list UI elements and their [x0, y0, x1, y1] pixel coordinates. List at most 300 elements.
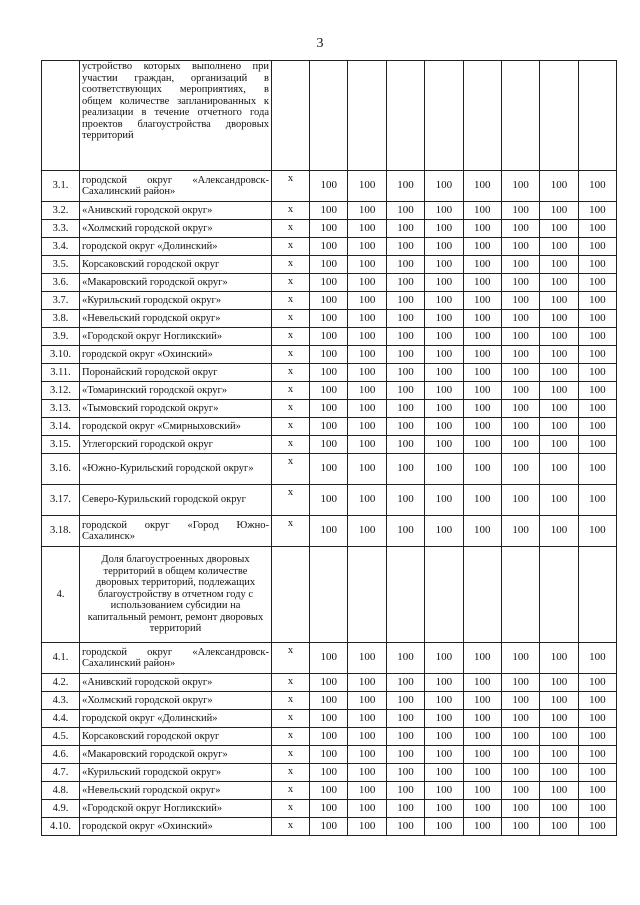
value-cell: 100 — [540, 516, 578, 547]
value-cell: 100 — [348, 400, 386, 418]
row-number: 4.4. — [42, 710, 80, 728]
value-cell: 100 — [348, 818, 386, 836]
value-cell: 100 — [501, 292, 539, 310]
row-number: 4.1. — [42, 643, 80, 674]
x-cell: x — [272, 818, 310, 836]
value-cell: 100 — [348, 728, 386, 746]
value-cell: 100 — [463, 274, 501, 292]
value-cell: 100 — [386, 454, 424, 485]
value-cell: 100 — [578, 171, 616, 202]
row-number: 3.9. — [42, 328, 80, 346]
municipality-name: «Холмский городской округ» — [80, 692, 272, 710]
value-cell: 100 — [540, 310, 578, 328]
x-cell: x — [272, 171, 310, 202]
value-cell: 100 — [386, 728, 424, 746]
value-cell: 100 — [425, 238, 463, 256]
value-cell: 100 — [425, 364, 463, 382]
value-cell: 100 — [425, 818, 463, 836]
value-cell: 100 — [386, 692, 424, 710]
value-cell: 100 — [463, 643, 501, 674]
table-row — [42, 274, 617, 292]
x-cell: x — [272, 746, 310, 764]
value-cell: 100 — [425, 516, 463, 547]
value-cell — [540, 61, 578, 171]
value-cell: 100 — [348, 692, 386, 710]
value-cell: 100 — [425, 643, 463, 674]
value-cell: 100 — [348, 346, 386, 364]
value-cell: 100 — [348, 782, 386, 800]
value-cell: 100 — [310, 485, 348, 516]
value-cell: 100 — [425, 202, 463, 220]
value-cell: 100 — [463, 202, 501, 220]
value-cell: 100 — [386, 418, 424, 436]
value-cell: 100 — [463, 516, 501, 547]
row-number: 4.5. — [42, 728, 80, 746]
value-cell: 100 — [348, 382, 386, 400]
x-cell: x — [272, 382, 310, 400]
value-cell: 100 — [425, 328, 463, 346]
value-cell: 100 — [386, 818, 424, 836]
value-cell: 100 — [386, 800, 424, 818]
value-cell: 100 — [463, 418, 501, 436]
value-cell: 100 — [463, 382, 501, 400]
value-cell: 100 — [425, 728, 463, 746]
value-cell: 100 — [501, 782, 539, 800]
value-cell: 100 — [540, 818, 578, 836]
value-cell: 100 — [540, 364, 578, 382]
value-cell: 100 — [425, 764, 463, 782]
value-cell: 100 — [463, 728, 501, 746]
value-cell: 100 — [425, 171, 463, 202]
value-cell: 100 — [540, 800, 578, 818]
value-cell: 100 — [578, 256, 616, 274]
x-cell: x — [272, 643, 310, 674]
value-cell: 100 — [540, 454, 578, 485]
table-row — [42, 674, 617, 692]
value-cell: 100 — [310, 674, 348, 692]
value-cell: 100 — [540, 171, 578, 202]
value-cell: 100 — [310, 800, 348, 818]
value-cell: 100 — [386, 643, 424, 674]
value-cell: 100 — [501, 400, 539, 418]
municipality-name: городской округ «Охинский» — [80, 818, 272, 836]
value-cell — [386, 547, 424, 643]
table-row — [42, 400, 617, 418]
value-cell: 100 — [386, 485, 424, 516]
value-cell: 100 — [348, 202, 386, 220]
table-row — [42, 346, 617, 364]
municipality-name: Углегорский городской округ — [80, 436, 272, 454]
value-cell: 100 — [463, 364, 501, 382]
value-cell — [540, 547, 578, 643]
table-row — [42, 256, 617, 274]
value-cell: 100 — [501, 516, 539, 547]
row-number: 3.10. — [42, 346, 80, 364]
row-number: 4.10. — [42, 818, 80, 836]
value-cell: 100 — [540, 710, 578, 728]
table-row — [42, 454, 617, 485]
value-cell: 100 — [348, 710, 386, 728]
value-cell: 100 — [463, 238, 501, 256]
value-cell: 100 — [310, 710, 348, 728]
value-cell — [578, 61, 616, 171]
x-cell: x — [272, 364, 310, 382]
value-cell: 100 — [501, 674, 539, 692]
table-row — [42, 382, 617, 400]
indicator-description: устройство которых выполнено при участии граждан, организаций в соответствующих мероприятиях, в общем количестве запланированных к реализации в течение отчетного года проектов благоустройства дворовых территорий — [80, 61, 272, 171]
value-cell: 100 — [310, 202, 348, 220]
value-cell — [463, 61, 501, 171]
value-cell: 100 — [425, 292, 463, 310]
value-cell: 100 — [425, 692, 463, 710]
value-cell: 100 — [501, 692, 539, 710]
value-cell: 100 — [578, 238, 616, 256]
municipality-name: «Тымовский городской округ» — [80, 400, 272, 418]
x-cell: x — [272, 800, 310, 818]
indicator-description: Доля благоустроенных дворовых территорий в общем количестве дворовых территорий, подлежащих благоустройству в отчетном году с использованием субсидии на капитальный ремонт, ремонт дворовых территорий — [80, 547, 272, 643]
value-cell: 100 — [310, 292, 348, 310]
x-cell: x — [272, 418, 310, 436]
municipality-name: Корсаковский городской округ — [80, 728, 272, 746]
value-cell: 100 — [501, 418, 539, 436]
value-cell: 100 — [578, 728, 616, 746]
table-row — [42, 710, 617, 728]
value-cell: 100 — [501, 310, 539, 328]
value-cell: 100 — [540, 274, 578, 292]
value-cell: 100 — [463, 485, 501, 516]
value-cell: 100 — [386, 364, 424, 382]
row-number: 3.14. — [42, 418, 80, 436]
value-cell: 100 — [540, 418, 578, 436]
value-cell: 100 — [386, 746, 424, 764]
value-cell: 100 — [540, 328, 578, 346]
value-cell: 100 — [425, 782, 463, 800]
row-number: 3.7. — [42, 292, 80, 310]
value-cell: 100 — [578, 310, 616, 328]
value-cell: 100 — [348, 674, 386, 692]
value-cell: 100 — [501, 202, 539, 220]
table-row — [42, 220, 617, 238]
value-cell: 100 — [310, 382, 348, 400]
value-cell: 100 — [425, 400, 463, 418]
value-cell: 100 — [540, 400, 578, 418]
value-cell: 100 — [425, 674, 463, 692]
row-number: 3.13. — [42, 400, 80, 418]
value-cell: 100 — [386, 782, 424, 800]
value-cell: 100 — [463, 764, 501, 782]
value-cell: 100 — [540, 382, 578, 400]
value-cell: 100 — [578, 800, 616, 818]
municipality-name: «Городской округ Ногликский» — [80, 800, 272, 818]
table-row — [42, 692, 617, 710]
value-cell: 100 — [463, 310, 501, 328]
x-cell: x — [272, 454, 310, 485]
row-number: 4.3. — [42, 692, 80, 710]
table-row — [42, 800, 617, 818]
value-cell: 100 — [386, 764, 424, 782]
municipality-name: «Холмский городской округ» — [80, 220, 272, 238]
municipality-name: «Невельский городской округ» — [80, 310, 272, 328]
row-number: 3.8. — [42, 310, 80, 328]
value-cell: 100 — [540, 692, 578, 710]
row-number: 3.2. — [42, 202, 80, 220]
value-cell: 100 — [540, 346, 578, 364]
value-cell: 100 — [386, 346, 424, 364]
value-cell: 100 — [386, 238, 424, 256]
value-cell: 100 — [578, 692, 616, 710]
value-cell — [578, 547, 616, 643]
municipality-name: «Южно-Курильский городской округ» — [80, 454, 272, 485]
municipality-name: Корсаковский городской округ — [80, 256, 272, 274]
value-cell: 100 — [501, 818, 539, 836]
value-cell: 100 — [463, 692, 501, 710]
value-cell: 100 — [463, 818, 501, 836]
value-cell — [425, 547, 463, 643]
value-cell: 100 — [310, 436, 348, 454]
value-cell: 100 — [578, 746, 616, 764]
value-cell: 100 — [578, 485, 616, 516]
value-cell: 100 — [578, 418, 616, 436]
row-number — [42, 61, 80, 171]
value-cell: 100 — [348, 454, 386, 485]
municipality-name: «Невельский городской округ» — [80, 782, 272, 800]
value-cell: 100 — [386, 674, 424, 692]
x-cell: x — [272, 485, 310, 516]
table-row — [42, 202, 617, 220]
value-cell: 100 — [578, 328, 616, 346]
value-cell: 100 — [540, 292, 578, 310]
row-number: 3.11. — [42, 364, 80, 382]
value-cell: 100 — [501, 436, 539, 454]
value-cell: 100 — [310, 256, 348, 274]
municipality-name: городской округ «Долинский» — [80, 710, 272, 728]
value-cell: 100 — [501, 238, 539, 256]
value-cell: 100 — [348, 292, 386, 310]
value-cell: 100 — [578, 782, 616, 800]
municipality-name: «Городской округ Ногликский» — [80, 328, 272, 346]
table-row — [42, 238, 617, 256]
x-cell: x — [272, 728, 310, 746]
value-cell: 100 — [310, 238, 348, 256]
value-cell: 100 — [386, 310, 424, 328]
value-cell: 100 — [386, 171, 424, 202]
value-cell: 100 — [501, 764, 539, 782]
x-cell: x — [272, 400, 310, 418]
row-number: 3.15. — [42, 436, 80, 454]
value-cell: 100 — [310, 643, 348, 674]
value-cell: 100 — [463, 746, 501, 764]
value-cell: 100 — [501, 364, 539, 382]
municipality-name: городской округ «Александровск-Сахалинский район» — [80, 643, 272, 674]
value-cell: 100 — [386, 274, 424, 292]
value-cell: 100 — [425, 256, 463, 274]
value-cell: 100 — [540, 485, 578, 516]
value-cell: 100 — [540, 436, 578, 454]
value-cell: 100 — [425, 382, 463, 400]
value-cell: 100 — [540, 728, 578, 746]
row-number: 3.3. — [42, 220, 80, 238]
row-number: 3.17. — [42, 485, 80, 516]
x-cell: x — [272, 516, 310, 547]
municipality-name: городской округ «Долинский» — [80, 238, 272, 256]
municipality-name: «Курильский городской округ» — [80, 292, 272, 310]
table-row — [42, 485, 617, 516]
value-cell: 100 — [578, 674, 616, 692]
value-cell: 100 — [501, 710, 539, 728]
value-cell: 100 — [578, 516, 616, 547]
value-cell: 100 — [386, 256, 424, 274]
row-number: 3.12. — [42, 382, 80, 400]
table-row — [42, 764, 617, 782]
value-cell: 100 — [425, 436, 463, 454]
row-number: 4.7. — [42, 764, 80, 782]
value-cell: 100 — [578, 710, 616, 728]
value-cell: 100 — [578, 400, 616, 418]
x-cell: x — [272, 292, 310, 310]
table-body — [42, 61, 617, 836]
value-cell: 100 — [501, 643, 539, 674]
municipality-name: городской округ «Охинский» — [80, 346, 272, 364]
value-cell: 100 — [310, 400, 348, 418]
municipality-name: городской округ «Александровск-Сахалинский район» — [80, 171, 272, 202]
x-cell: x — [272, 692, 310, 710]
value-cell: 100 — [463, 292, 501, 310]
table-row — [42, 516, 617, 547]
value-cell: 100 — [310, 454, 348, 485]
value-cell: 100 — [425, 220, 463, 238]
row-number: 3.16. — [42, 454, 80, 485]
table-row — [42, 364, 617, 382]
value-cell: 100 — [578, 382, 616, 400]
value-cell: 100 — [348, 171, 386, 202]
table-row — [42, 728, 617, 746]
value-cell: 100 — [578, 292, 616, 310]
value-cell: 100 — [463, 436, 501, 454]
value-cell: 100 — [348, 764, 386, 782]
row-number: 3.5. — [42, 256, 80, 274]
row-number: 4.8. — [42, 782, 80, 800]
x-cell: x — [272, 674, 310, 692]
table-row — [42, 328, 617, 346]
x-cell: x — [272, 782, 310, 800]
value-cell: 100 — [386, 202, 424, 220]
value-cell: 100 — [348, 328, 386, 346]
value-cell: 100 — [578, 643, 616, 674]
value-cell: 100 — [310, 274, 348, 292]
municipality-name: Поронайский городской округ — [80, 364, 272, 382]
x-cell: x — [272, 764, 310, 782]
value-cell: 100 — [310, 818, 348, 836]
table-row — [42, 310, 617, 328]
value-cell: 100 — [348, 436, 386, 454]
value-cell: 100 — [578, 364, 616, 382]
value-cell: 100 — [386, 328, 424, 346]
municipality-name: городской округ «Город Южно-Сахалинск» — [80, 516, 272, 547]
value-cell: 100 — [578, 274, 616, 292]
section-number: 4. — [42, 547, 80, 643]
table-row — [42, 292, 617, 310]
row-number: 4.6. — [42, 746, 80, 764]
x-cell: x — [272, 238, 310, 256]
municipality-name: «Курильский городской округ» — [80, 764, 272, 782]
value-cell: 100 — [310, 171, 348, 202]
row-number: 4.9. — [42, 800, 80, 818]
value-cell: 100 — [540, 256, 578, 274]
value-cell: 100 — [578, 436, 616, 454]
value-cell: 100 — [310, 328, 348, 346]
value-cell: 100 — [501, 256, 539, 274]
value-cell: 100 — [310, 346, 348, 364]
value-cell: 100 — [463, 220, 501, 238]
value-cell: 100 — [386, 292, 424, 310]
value-cell: 100 — [348, 364, 386, 382]
continuation-header-row — [42, 61, 617, 171]
value-cell: 100 — [425, 710, 463, 728]
value-cell: 100 — [463, 256, 501, 274]
value-cell: 100 — [348, 418, 386, 436]
value-cell — [501, 547, 539, 643]
value-cell — [386, 61, 424, 171]
section-4-header-row — [42, 547, 617, 643]
value-cell: 100 — [386, 710, 424, 728]
value-cell — [501, 61, 539, 171]
value-cell: 100 — [463, 710, 501, 728]
municipality-name: «Макаровский городской округ» — [80, 274, 272, 292]
value-cell: 100 — [540, 782, 578, 800]
x-cell: x — [272, 202, 310, 220]
value-cell: 100 — [348, 516, 386, 547]
value-cell: 100 — [386, 220, 424, 238]
row-number: 3.6. — [42, 274, 80, 292]
x-cell — [272, 61, 310, 171]
table-row — [42, 782, 617, 800]
x-cell: x — [272, 710, 310, 728]
table-row — [42, 171, 617, 202]
x-cell: x — [272, 346, 310, 364]
value-cell: 100 — [463, 800, 501, 818]
value-cell: 100 — [501, 485, 539, 516]
value-cell: 100 — [310, 418, 348, 436]
x-cell: x — [272, 220, 310, 238]
value-cell: 100 — [501, 382, 539, 400]
x-cell: x — [272, 274, 310, 292]
value-cell: 100 — [310, 764, 348, 782]
value-cell: 100 — [578, 346, 616, 364]
municipality-name: Северо-Курильский городской округ — [80, 485, 272, 516]
value-cell: 100 — [348, 238, 386, 256]
value-cell: 100 — [348, 746, 386, 764]
value-cell: 100 — [310, 516, 348, 547]
value-cell: 100 — [501, 746, 539, 764]
table-row — [42, 643, 617, 674]
table-row — [42, 436, 617, 454]
value-cell: 100 — [501, 346, 539, 364]
municipality-name: «Анивский городской округ» — [80, 202, 272, 220]
value-cell: 100 — [425, 310, 463, 328]
page-number: 3 — [316, 36, 324, 51]
value-cell: 100 — [540, 674, 578, 692]
value-cell: 100 — [348, 485, 386, 516]
value-cell: 100 — [501, 800, 539, 818]
value-cell: 100 — [348, 256, 386, 274]
value-cell: 100 — [501, 274, 539, 292]
value-cell: 100 — [386, 516, 424, 547]
x-cell: x — [272, 256, 310, 274]
value-cell — [425, 61, 463, 171]
value-cell: 100 — [425, 274, 463, 292]
value-cell — [348, 61, 386, 171]
row-number: 3.18. — [42, 516, 80, 547]
